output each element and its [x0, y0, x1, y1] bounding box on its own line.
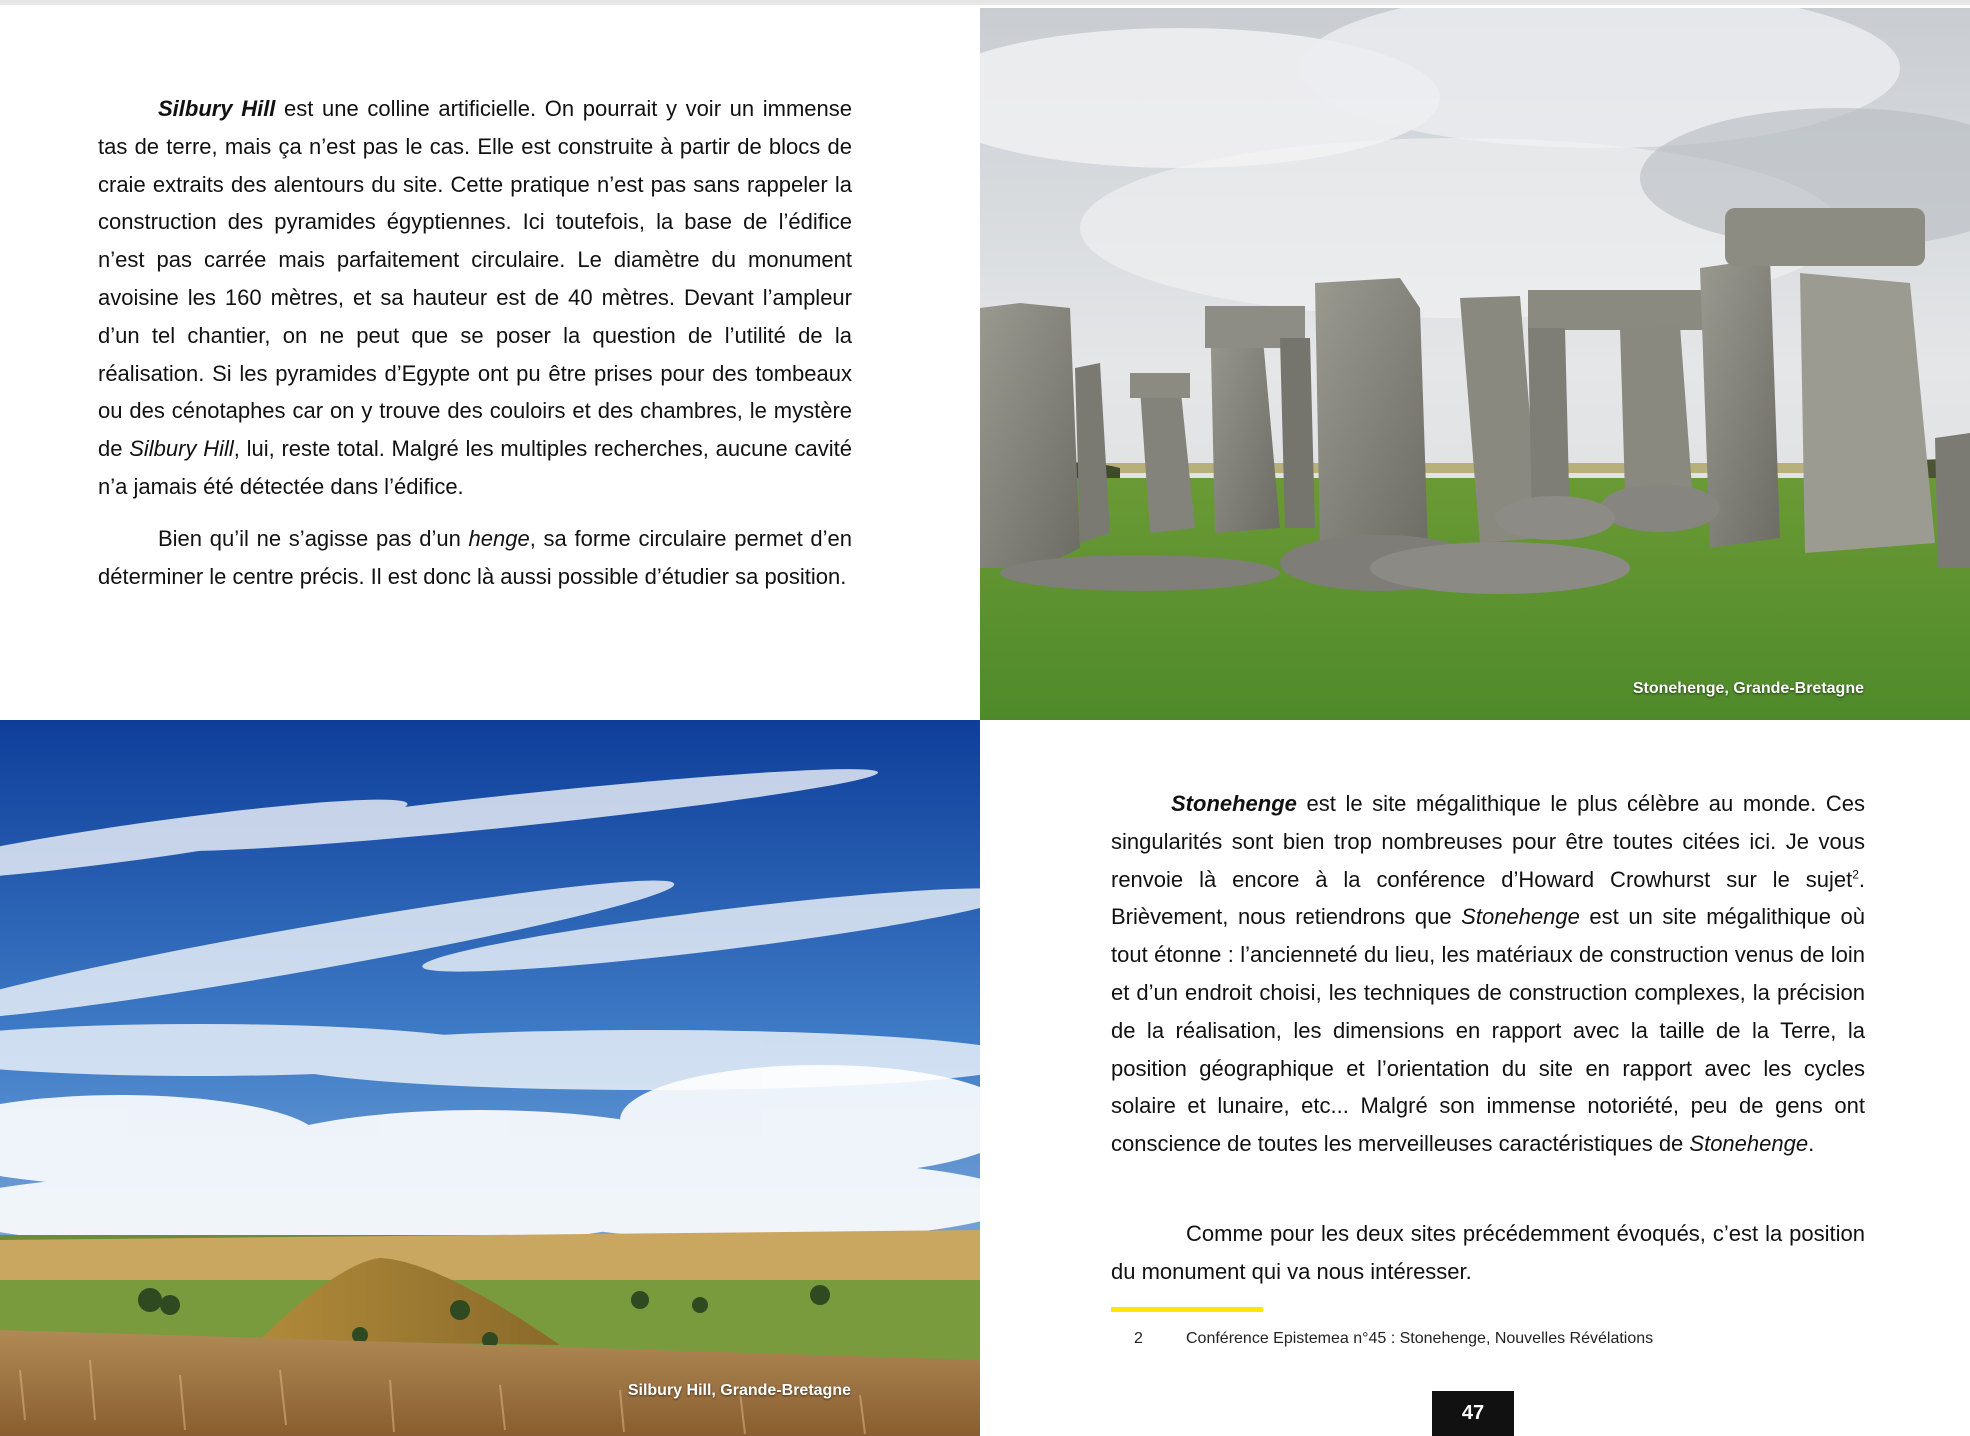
page-number: 47: [1432, 1391, 1514, 1436]
footnote-reference[interactable]: 2: [1852, 867, 1859, 882]
silbury-paragraph-2: [98, 520, 852, 596]
stonehenge-paragraph-1-end: .: [1808, 1131, 1815, 1157]
stonehenge-paragraph-1-text3: est un site mégalithique où tout étonne : l’ancienneté du lieu, les matériaux de construction venus de loin et d’un endroit choisi, les techniques de construction complexes, la précision de la réalisation, les dimensions en rapport avec la taille de la Terre, la position géographique et l’orientation du site en rapport avec les cycles solaire et lunaire, etc... Malgré son immense notoriété, peu de gens ont conscience de toutes les merveilleuses caractéristiques de: [1111, 904, 1865, 1157]
stonehenge-paragraph-1: [1111, 785, 1865, 1163]
stonehenge-name-italic-end: Stonehenge: [1689, 1131, 1809, 1157]
stonehenge-photo: [980, 8, 1970, 720]
stonehenge-caption: Stonehenge, Grande-Bretagne: [1632, 680, 1864, 697]
footnote-text: Conférence Epistemea n°45 : Stonehenge, Nouvelles Révélations: [1186, 1330, 1654, 1347]
silbury-name-italic: Silbury Hill: [129, 436, 234, 462]
silbury-paragraph-2-start: Bien qu’il ne s’agisse pas d’un: [158, 526, 469, 551]
silbury-paragraph-2-end: , sa forme circulaire permet d’en déterminer le centre précis. Il est donc là aussi possible d’étudier sa position.: [98, 526, 853, 589]
henge-italic: henge: [468, 526, 530, 551]
stonehenge-paragraph-2-text: Comme pour les deux sites précédemment évoqués, c’est la position du monument qui va nous intéresser.: [1111, 1221, 1865, 1284]
stonehenge-lead: Stonehenge: [1171, 791, 1297, 816]
silbury-paragraph-1-text: est une colline artificielle. On pourrait y voir un immense tas de terre, mais ça n’est pas le cas. Elle est construite à partir de blocs de craie extraits des alentours du site. Cette pratique n’est pas sans rappeler la construction des pyramides égyptiennes. Ici toutefois, la base de l’édifice n’est pas carrée mais parfaitement circulaire. Le diamètre du monument avoisine les 160 mètres, et sa hauteur est de 40 mètres. Devant l’ampleur d’un tel chantier, on ne peut que se poser la question de l’utilité de la réalisation. Si les pyramides d’Egypte ont pu être prises pour des tombeaux ou des cénotaphes car on y trouve des couloirs et des chambres, le mystère de: [98, 96, 852, 462]
silbury-paragraph-1-end: , lui, reste total. Malgré les multiples recherches, aucune cavité n’a jamais été détectée dans l’édifice.: [98, 436, 852, 499]
stonehenge-paragraph-1-text: est le site mégalithique le plus célèbre au monde. Ces singularités sont bien trop nombreuses pour être toutes citées ici. Je vous renvoie là encore à la conférence d’Howard Crowhurst sur le sujet: [1111, 791, 1865, 892]
stonehenge-paragraph-1-text2: . Brièvement, nous retiendrons que: [1111, 866, 1865, 930]
footnote-rule: [1111, 1307, 1263, 1312]
footnote: [1134, 1330, 1653, 1348]
top-divider: [0, 0, 1970, 5]
silbury-hill-photo: [0, 720, 980, 1436]
footnote-number: 2: [1134, 1330, 1143, 1347]
silbury-lead: Silbury Hill: [158, 96, 276, 121]
stonehenge-name-italic: Stonehenge: [1461, 904, 1580, 930]
silbury-hill-caption: Silbury Hill, Grande-Bretagne: [627, 1382, 851, 1399]
stonehenge-paragraph-2: [1111, 1215, 1865, 1291]
silbury-paragraph-1: [98, 90, 852, 506]
